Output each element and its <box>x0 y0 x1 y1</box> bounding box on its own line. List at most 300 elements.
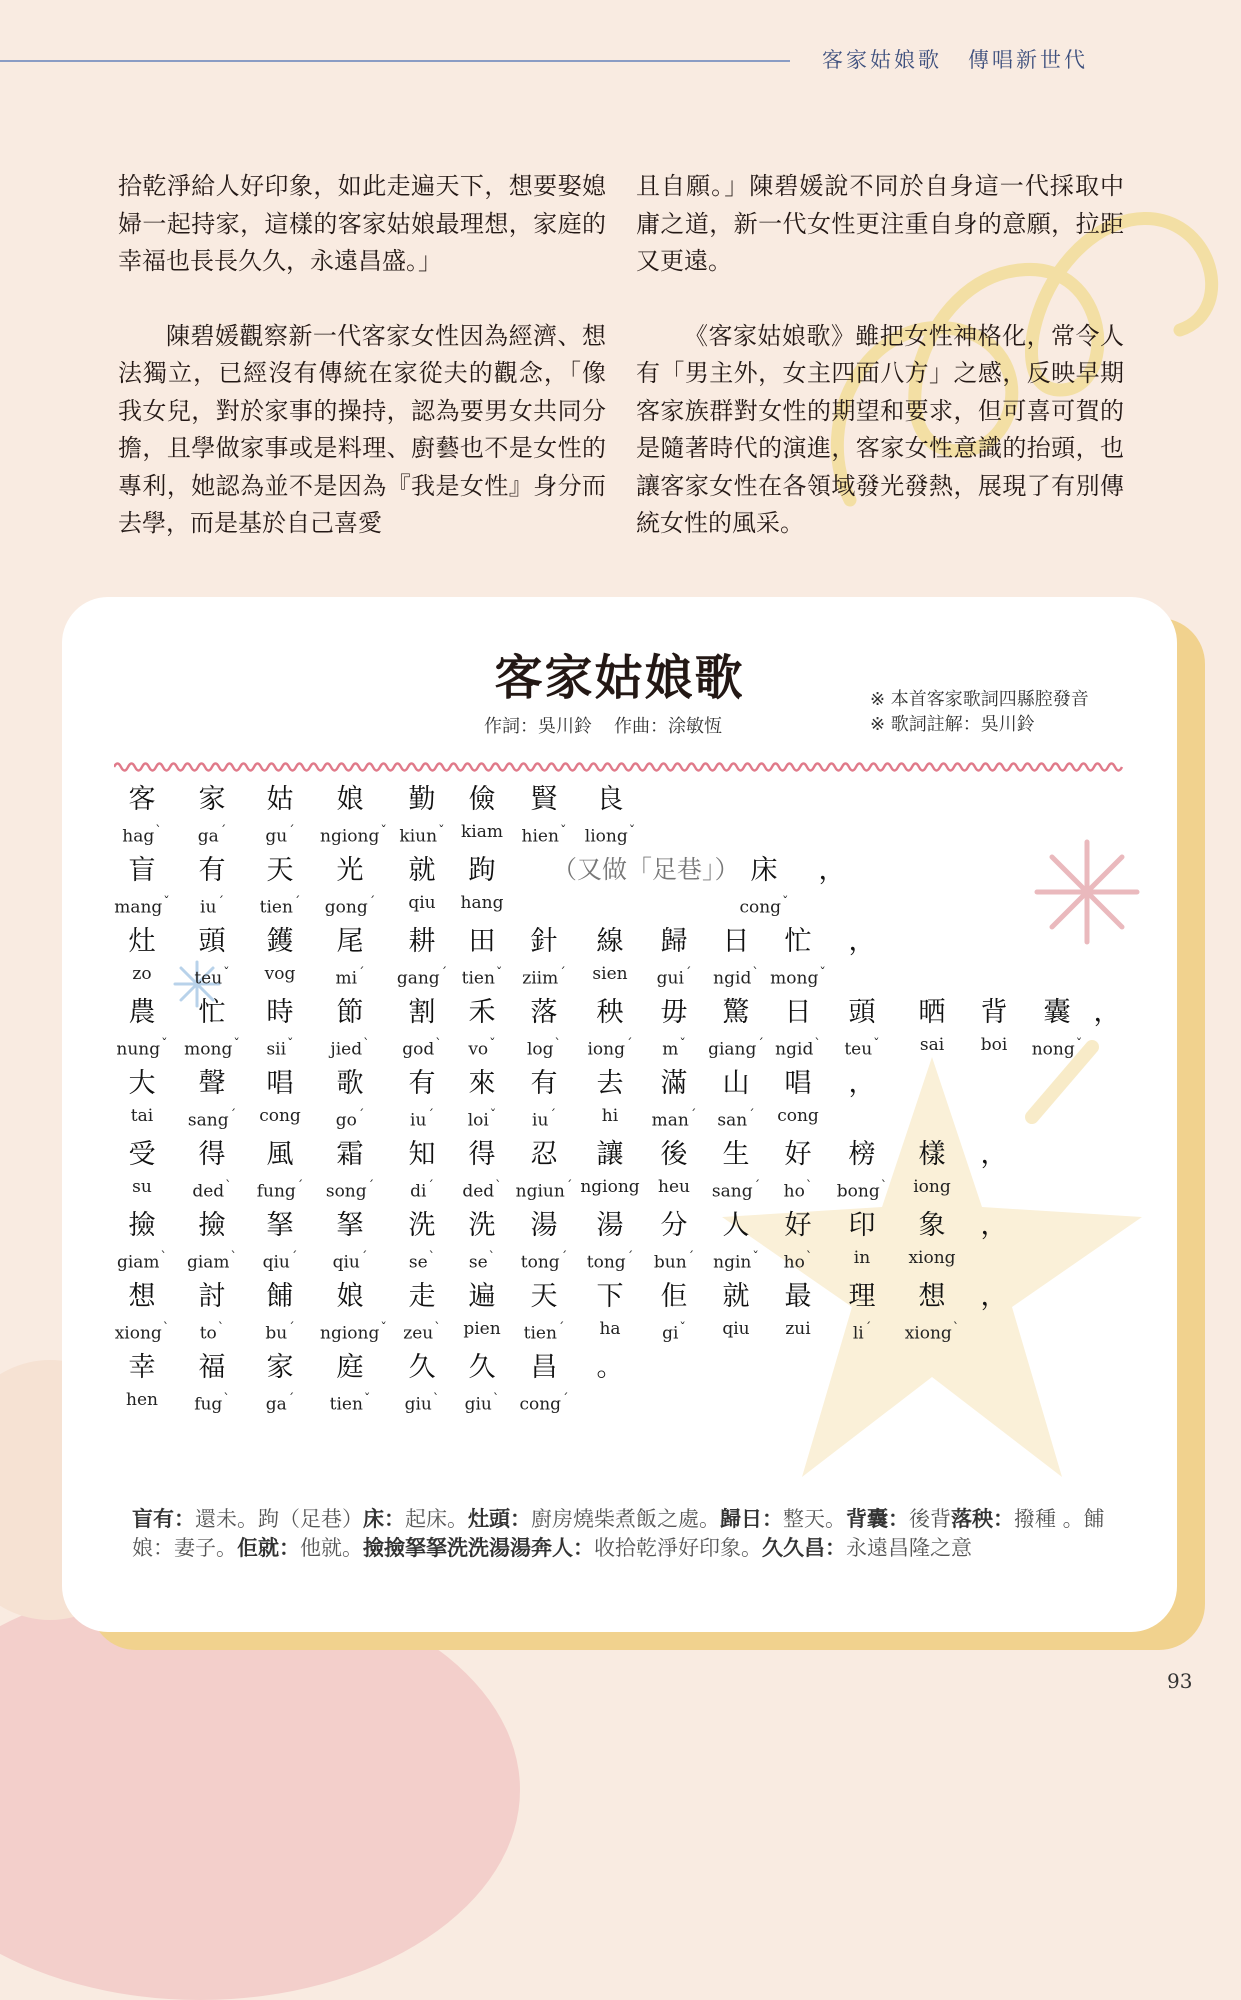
lyric-syllable <box>182 851 242 918</box>
pinyin: heu <box>658 1177 690 1197</box>
pinyin: $se^ˋ$ <box>468 1250 496 1273</box>
hanzi: 家 <box>266 1352 294 1383</box>
hanzi: ， <box>818 855 846 886</box>
hanzi: 人 <box>722 1210 750 1241</box>
tone-mark: ˋ <box>160 1250 168 1265</box>
pinyin: gong$^ˊ$ <box>324 895 376 918</box>
tone-mark: ˇ <box>233 1037 240 1052</box>
hanzi: 家 <box>198 784 226 815</box>
tone-mark: ˋ <box>880 1179 888 1194</box>
hanzi: 就 <box>722 1281 750 1312</box>
pinyin: $se^ˋ$ <box>408 1250 436 1273</box>
lyric-syllable <box>1077 993 1137 1057</box>
gloss-term: 盲有： <box>132 1507 195 1531</box>
lyric-syllable <box>706 922 766 989</box>
pinyin: $mi^ˊ$ <box>335 966 365 989</box>
pinyin: $ga^ˊ$ <box>197 824 227 847</box>
pinyin: man$^ˊ$ <box>651 1108 697 1131</box>
lyric-syllable <box>706 1135 766 1202</box>
pinyin: giu$^ˋ$ <box>464 1392 500 1415</box>
pinyin: in <box>853 1248 871 1268</box>
pinyin: $iu^ˊ$ <box>200 895 224 918</box>
hanzi: 儉 <box>468 784 496 815</box>
hanzi: ， <box>848 1068 876 1099</box>
pinyin: zui <box>785 1319 811 1339</box>
hanzi: ， <box>848 926 876 957</box>
hanzi: 滿 <box>660 1068 688 1099</box>
hanzi: 佢 <box>660 1281 688 1312</box>
lyric-syllable <box>112 780 172 847</box>
tone-mark: ˇ <box>161 1037 168 1052</box>
hanzi: 毋 <box>660 997 688 1028</box>
lyric-syllable <box>182 1206 242 1273</box>
tone-mark: ˊ <box>217 895 224 910</box>
lyric-syllable <box>580 1064 640 1128</box>
pinyin: $to^ˋ$ <box>199 1321 225 1344</box>
pinyin: ngin$^ˇ$ <box>713 1250 759 1273</box>
hanzi: 幸 <box>128 1352 156 1383</box>
pinyin: ngiun$^ˊ$ <box>515 1179 573 1202</box>
pinyin <box>802 891 862 915</box>
hanzi: 鑊 <box>266 926 294 957</box>
pinyin: mang$^ˇ$ <box>114 895 170 918</box>
pinyin <box>580 1388 640 1412</box>
pinyin <box>964 1175 1024 1199</box>
gloss-term: 灶頭： <box>468 1507 531 1531</box>
lyric-syllable <box>320 1277 387 1344</box>
pinyin: $ho^ˋ$ <box>783 1250 813 1273</box>
gloss-definition: 收拾乾淨好印象。 <box>594 1536 762 1560</box>
tone-mark: ˋ <box>217 1321 225 1336</box>
gloss-definition: 還未。跔（足巷） <box>195 1507 363 1531</box>
song-notes <box>870 687 1089 737</box>
hanzi: 節 <box>336 997 364 1028</box>
pinyin: fug$^ˋ$ <box>194 1392 230 1415</box>
lyric-syllable <box>644 922 704 989</box>
hanzi: 耕 <box>408 926 436 957</box>
hanzi: 農 <box>128 997 156 1028</box>
tone-mark: ˋ <box>492 1392 500 1407</box>
tone-mark: ˊ <box>549 1108 556 1123</box>
hanzi: 晒 <box>918 997 946 1028</box>
hanzi: 福 <box>198 1352 226 1383</box>
lyric-syllable <box>902 993 962 1057</box>
pinyin: sang$^ˊ$ <box>711 1179 761 1202</box>
lyric-syllable <box>452 993 512 1060</box>
lyric-syllable <box>452 851 512 915</box>
hanzi: 灶 <box>128 926 156 957</box>
lyric-line <box>112 922 1112 993</box>
pinyin: hag$^ˋ$ <box>122 824 162 847</box>
tone-mark: ˊ <box>368 895 376 910</box>
hanzi: 賢 <box>530 784 558 815</box>
lyric-syllable <box>644 993 704 1060</box>
pinyin: hen <box>126 1390 158 1410</box>
pinyin: liong$^ˇ$ <box>584 824 636 847</box>
hanzi: 樣 <box>918 1139 946 1170</box>
pinyin: $li^ˊ$ <box>852 1321 872 1344</box>
lyric-syllable <box>514 1135 574 1202</box>
lyric-syllable <box>768 1277 828 1341</box>
gloss-definition: 廚房燒柴煮飯之處。 <box>531 1507 720 1531</box>
pinyin: xiong <box>908 1248 956 1268</box>
lyric-syllable <box>250 780 310 847</box>
tone-mark: ˋ <box>434 1321 441 1336</box>
pinyin: ded$^ˋ$ <box>192 1179 232 1202</box>
lyric-syllable <box>392 1206 452 1273</box>
tone-mark: ˊ <box>219 824 227 839</box>
hanzi: 田 <box>468 926 496 957</box>
tone-mark: ˇ <box>782 895 789 910</box>
tone-mark: ˋ <box>435 1037 442 1052</box>
lyric-syllable <box>964 1277 1024 1341</box>
hanzi: 生 <box>722 1139 750 1170</box>
pinyin: giam$^ˋ$ <box>116 1250 168 1273</box>
lyric-syllable <box>964 993 1024 1057</box>
tone-mark: ˇ <box>679 1321 686 1336</box>
hanzi: ， <box>980 1210 1008 1241</box>
pinyin: ngiong$^ˇ$ <box>320 1321 387 1344</box>
gloss-definition: 他就。 <box>300 1536 363 1560</box>
lyric-syllable <box>452 1135 512 1202</box>
pinyin: tai <box>130 1106 154 1126</box>
hanzi: 山 <box>722 1068 750 1099</box>
paragraph: 《客家姑娘歌》雖把女性神格化，常令人有「男主外，女主四面八方」之感，反映早期客家族群對女性的期望和要求，但可喜可賀的是隨著時代的演進，客家女性意識的抬頭，也讓客家女性在各領域發光發熱，展現了有別傳統女性的風采。 <box>636 321 1124 537</box>
article-column-left <box>118 168 606 580</box>
article-column-right <box>636 168 1124 580</box>
hanzi: 忍 <box>530 1139 558 1170</box>
hanzi: 大 <box>128 1068 156 1099</box>
hanzi: ， <box>980 1281 1008 1312</box>
glossary <box>132 1505 1107 1563</box>
tone-mark: ˇ <box>752 1250 759 1265</box>
lyric-syllable <box>734 851 794 918</box>
pinyin: vog <box>264 964 296 984</box>
tone-mark: ˊ <box>427 1179 434 1194</box>
tone-mark: ˋ <box>223 1392 230 1407</box>
lyric-syllable <box>514 922 574 989</box>
lyrics-card <box>62 597 1177 1632</box>
lyric-syllable <box>182 1135 242 1202</box>
lyric-syllable <box>514 1348 574 1415</box>
hanzi: ， <box>980 1139 1008 1170</box>
hanzi: 囊 <box>1043 997 1071 1028</box>
page-number: 93 <box>1167 1669 1193 1693</box>
tone-mark: ˊ <box>565 1179 573 1194</box>
tone-mark: ˊ <box>626 1037 633 1052</box>
pinyin: giang$^ˊ$ <box>708 1037 764 1060</box>
lyric-syllable <box>768 1064 828 1128</box>
lyric-syllable <box>514 1206 574 1273</box>
lyric-syllable <box>768 993 828 1060</box>
pinyin: $\log^ˋ$ <box>526 1037 562 1060</box>
pinyin: nung$^ˇ$ <box>116 1037 168 1060</box>
pinyin: tien$^ˇ$ <box>329 1392 371 1415</box>
lyric-syllable <box>580 922 640 986</box>
tone-mark: ˇ <box>489 1037 496 1052</box>
pinyin: hi <box>601 1106 619 1126</box>
hanzi: 拏 <box>336 1210 364 1241</box>
hanzi: 就 <box>408 855 436 886</box>
hanzi: 拏 <box>266 1210 294 1241</box>
pinyin: sai <box>919 1035 945 1055</box>
pinyin: cong <box>259 1106 301 1126</box>
tone-mark: ˋ <box>495 1179 502 1194</box>
pinyin: zeu$^ˋ$ <box>403 1321 441 1344</box>
pinyin: tien$^ˇ$ <box>461 966 503 989</box>
hanzi: 印 <box>848 1210 876 1241</box>
hanzi: 庭 <box>336 1352 364 1383</box>
hanzi: 頭 <box>848 997 876 1028</box>
hanzi: 好 <box>784 1139 812 1170</box>
lyric-syllable <box>182 922 242 989</box>
tone-mark: ˊ <box>757 1037 764 1052</box>
pinyin: jied$^ˋ$ <box>330 1037 370 1060</box>
hanzi: 跔 <box>468 855 496 886</box>
lyric-syllable <box>112 851 172 918</box>
hanzi: 久 <box>408 1352 436 1383</box>
hanzi: 。 <box>596 1352 624 1383</box>
tone-mark: ˊ <box>557 1321 565 1336</box>
paragraph: 拾乾淨給人好印象，如此走遍天下，想要娶媳婦一起持家，這樣的客家姑娘最理想，家庭的幸福也長長久久，永遠昌盛。」 <box>118 172 606 275</box>
lyric-syllable <box>832 1064 892 1128</box>
lyric-syllable <box>392 851 452 915</box>
hanzi: 去 <box>596 1068 624 1099</box>
lyric-syllable <box>452 1348 512 1415</box>
gloss-definition: 整天。 <box>783 1507 846 1531</box>
hanzi: ， <box>1093 997 1121 1028</box>
lyric-syllable <box>832 922 892 986</box>
tone-mark: ˊ <box>360 1250 368 1265</box>
lyric-syllable <box>392 922 452 989</box>
alt-pronunciation-note: （又做「足巷」） <box>552 855 740 884</box>
hanzi: 歸 <box>660 926 688 957</box>
hanzi: 唱 <box>266 1068 294 1099</box>
hanzi: 有 <box>530 1068 558 1099</box>
tone-mark: ˇ <box>628 824 636 839</box>
lyric-syllable <box>182 993 242 1060</box>
lyric-syllable <box>182 1277 242 1344</box>
hanzi: 割 <box>408 997 436 1028</box>
lyric-syllable <box>320 993 380 1060</box>
pinyin: mong$^ˇ$ <box>184 1037 240 1060</box>
pinyin: boi <box>980 1035 1008 1055</box>
tone-mark: ˇ <box>873 1037 880 1052</box>
pinyin: ngid$^ˋ$ <box>775 1037 821 1060</box>
hanzi: 分 <box>660 1210 688 1241</box>
wavy-divider <box>114 760 1124 774</box>
hanzi: 霜 <box>336 1139 364 1170</box>
tone-mark: ˋ <box>432 1392 440 1407</box>
lyric-syllable <box>452 1064 512 1131</box>
paragraph: 且自願。」陳碧媛說不同於自身這一代採取中庸之道，新一代女性更注重自身的意願，拉距又更遠。 <box>636 172 1124 275</box>
tone-mark: ˋ <box>752 966 759 981</box>
tone-mark: ˊ <box>288 1321 295 1336</box>
pinyin: ngiong <box>580 1177 640 1197</box>
pinyin: $go^ˊ$ <box>335 1108 365 1131</box>
hanzi: 禾 <box>468 997 496 1028</box>
pinyin: god$^ˋ$ <box>402 1037 442 1060</box>
hanzi: 遍 <box>468 1281 496 1312</box>
lyric-syllable <box>112 993 172 1060</box>
pinyin: kiam <box>461 822 503 842</box>
tone-mark: ˊ <box>290 1250 298 1265</box>
tone-mark: ˇ <box>819 966 826 981</box>
tone-mark: ˇ <box>163 895 170 910</box>
pinyin <box>964 1246 1024 1270</box>
pinyin: qiu$^ˊ$ <box>262 1250 298 1273</box>
pinyin <box>832 1104 892 1128</box>
lyric-syllable <box>392 1064 452 1131</box>
pinyin: hang <box>460 893 504 913</box>
tone-mark: ˋ <box>363 1037 370 1052</box>
tone-mark: ˊ <box>367 1179 375 1194</box>
pinyin: $bu^ˊ$ <box>265 1321 295 1344</box>
hanzi: 討 <box>198 1281 226 1312</box>
hanzi: 有 <box>198 855 226 886</box>
lyric-syllable <box>250 1206 310 1273</box>
gloss-definition: 撥種 。餔娘：妻子。 <box>132 1507 1105 1560</box>
hanzi: 最 <box>784 1281 812 1312</box>
tone-mark: ˊ <box>296 1179 304 1194</box>
pinyin: $gi^ˇ$ <box>662 1321 686 1344</box>
pinyin: nong$^ˇ$ <box>1031 1037 1083 1060</box>
gloss-definition: 永遠昌隆之意 <box>846 1536 972 1560</box>
gloss-term: 佢就： <box>237 1536 300 1560</box>
pinyin: giu$^ˋ$ <box>404 1392 440 1415</box>
tone-mark: ˋ <box>814 1037 821 1052</box>
lyric-syllable <box>580 993 640 1060</box>
lyric-syllable <box>452 1277 512 1341</box>
tone-mark: ˋ <box>155 824 162 839</box>
song-credits <box>484 712 722 738</box>
hanzi: 良 <box>596 784 624 815</box>
tone-mark: ˊ <box>562 1392 569 1407</box>
lyric-syllable <box>320 922 380 989</box>
lyric-syllable <box>112 922 172 986</box>
hanzi: 天 <box>530 1281 558 1312</box>
hanzi: 背 <box>980 997 1008 1028</box>
pinyin: ngid$^ˋ$ <box>713 966 759 989</box>
tone-mark: ˊ <box>864 1321 872 1336</box>
composer: 作曲：涂敏恆 <box>614 716 722 737</box>
paragraph: 陳碧媛觀察新一代客家女性因為經濟、想法獨立，已經沒有傳統在家從夫的觀念，「像我女兒，對於家事的操持，認為要男女共同分擔，且學做家事或是料理、廚藝也不是女性的專利，她認為並不是因為『我是女性』身分而去學，而是基於自己喜愛 <box>118 321 606 537</box>
pinyin: $vo^ˇ$ <box>468 1037 496 1060</box>
lyric-syllable <box>832 993 892 1060</box>
tone-mark: ˋ <box>225 1179 232 1194</box>
tone-mark: ˊ <box>684 966 692 981</box>
tone-mark: ˊ <box>560 1250 568 1265</box>
hanzi: 娘 <box>336 1281 364 1312</box>
lyric-syllable <box>514 780 574 847</box>
pinyin: hien$^ˇ$ <box>521 824 567 847</box>
lyric-syllable <box>392 780 452 847</box>
tone-mark: ˊ <box>229 1108 237 1123</box>
pinyin: zo <box>132 964 152 984</box>
lyric-syllable <box>580 1206 640 1273</box>
hanzi: 榜 <box>848 1139 876 1170</box>
tone-mark: ˇ <box>495 966 503 981</box>
hanzi: 客 <box>128 784 156 815</box>
lyric-syllable <box>112 1206 172 1273</box>
pinyin: $ho^ˋ$ <box>783 1179 813 1202</box>
note: ※ 本首客家歌詞四縣腔發音 <box>870 689 1089 710</box>
pinyin <box>1077 1033 1137 1057</box>
pinyin: tong$^ˊ$ <box>586 1250 634 1273</box>
lyric-syllable <box>580 780 640 847</box>
hanzi: 走 <box>408 1281 436 1312</box>
gloss-term: 床： <box>363 1507 405 1531</box>
lyric-line <box>112 780 1112 851</box>
hanzi: 象 <box>918 1210 946 1241</box>
lyric-line <box>112 1206 1112 1277</box>
pinyin: qiu <box>722 1319 750 1339</box>
pinyin: tien$^ˊ$ <box>523 1321 565 1344</box>
pinyin: cong$^ˊ$ <box>519 1392 569 1415</box>
lyric-syllable <box>832 1135 892 1202</box>
pinyin: ziim$^ˊ$ <box>522 966 566 989</box>
lyric-syllable <box>112 1064 172 1128</box>
pinyin: qiu$^ˊ$ <box>332 1250 368 1273</box>
gloss-definition: 起床。 <box>405 1507 468 1531</box>
pinyin: ngiong$^ˇ$ <box>320 824 387 847</box>
lyric-syllable <box>182 1064 242 1131</box>
hanzi: 洗 <box>468 1210 496 1241</box>
pinyin: bong$^ˋ$ <box>836 1179 888 1202</box>
hanzi: 讓 <box>596 1139 624 1170</box>
lyric-syllable <box>514 993 574 1060</box>
lyric-syllable <box>706 1206 766 1273</box>
lyric-syllable <box>452 780 512 844</box>
tone-mark: ˋ <box>805 1250 813 1265</box>
lyric-syllable <box>768 1135 828 1202</box>
tone-mark: ˋ <box>952 1321 960 1336</box>
lyric-syllable <box>392 1135 452 1202</box>
hanzi: 撿 <box>198 1210 226 1241</box>
lyric-syllable <box>320 1348 380 1415</box>
pinyin: giam$^ˋ$ <box>186 1250 238 1273</box>
pinyin: song$^ˊ$ <box>325 1179 375 1202</box>
hanzi: 後 <box>660 1139 688 1170</box>
tone-mark: ˇ <box>287 1037 294 1052</box>
lyric-syllable <box>320 780 387 847</box>
tone-mark: ˋ <box>230 1250 238 1265</box>
hanzi: 勤 <box>408 784 436 815</box>
pinyin: su <box>132 1177 152 1197</box>
lyric-syllable <box>182 1348 242 1415</box>
pinyin: ha <box>599 1319 621 1339</box>
lyric-syllable <box>514 1064 574 1131</box>
pinyin: sien <box>592 964 628 984</box>
tone-mark: ˊ <box>287 1392 295 1407</box>
song-title: 客家姑娘歌 <box>494 650 745 706</box>
pinyin: $iu^ˊ$ <box>532 1108 556 1131</box>
tone-mark: ˊ <box>559 966 566 981</box>
hanzi: 知 <box>408 1139 436 1170</box>
pinyin: cong <box>777 1106 819 1126</box>
hanzi: 唱 <box>784 1068 812 1099</box>
lyric-syllable <box>112 1348 172 1412</box>
gloss-term: 久久昌： <box>762 1536 846 1560</box>
tone-mark: ˇ <box>363 1392 371 1407</box>
hanzi: 天 <box>266 855 294 886</box>
pinyin: cong$^ˇ$ <box>739 895 789 918</box>
pinyin: teu$^ˇ$ <box>194 966 230 989</box>
tone-mark: ˋ <box>488 1250 496 1265</box>
tone-mark: ˊ <box>357 1108 365 1123</box>
gloss-definition: 後背 <box>909 1507 951 1531</box>
hanzi: 理 <box>848 1281 876 1312</box>
